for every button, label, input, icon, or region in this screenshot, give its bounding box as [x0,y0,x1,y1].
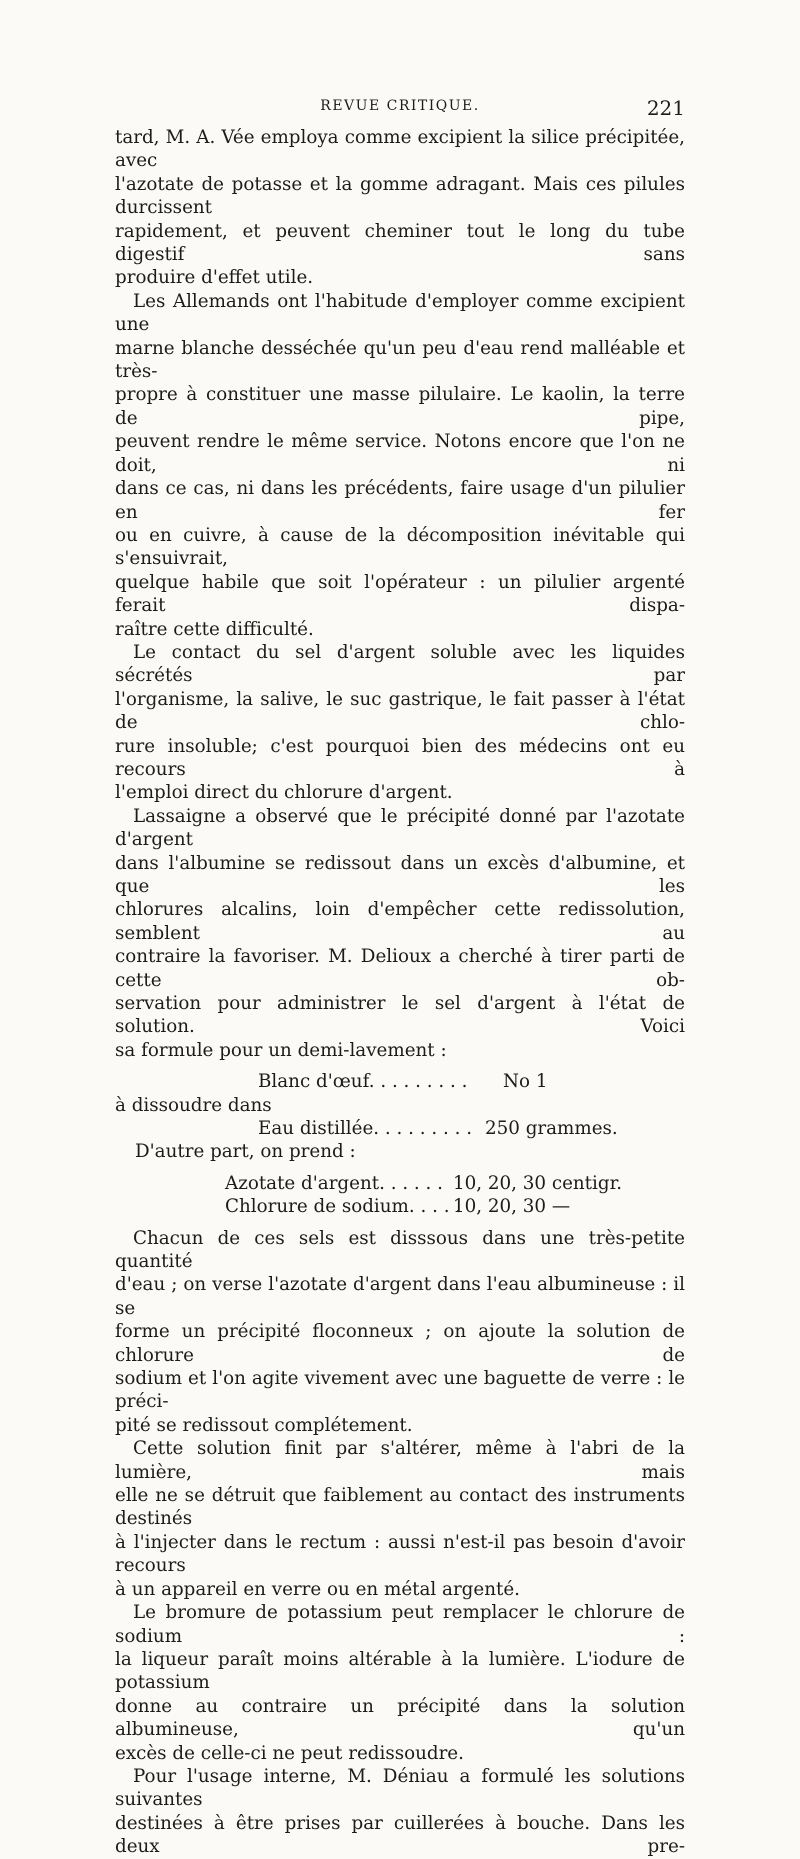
text-line: excès de celle-ci ne peut redissoudre. [115,1742,464,1764]
page-number: 221 [646,96,685,120]
text-line: l'azotate de potasse et la gomme adragant. Mais ces pilules durcissent [115,173,685,219]
text-line: Le bromure de potassium peut remplacer le chlorure de sodium : [115,1602,685,1647]
paragraph-2 [115,290,685,641]
formula-intro: D'autre part, on prend : [135,1141,356,1163]
text-line: Lassaigne a observé que le précipité donné par l'azotate d'argent [115,805,685,851]
text-line: l'emploi direct du chlorure d'argent. [115,782,453,804]
paragraph-3 [115,641,685,805]
running-title: REVUE CRITIQUE. [320,98,480,114]
formula-ingredient: Blanc d'œuf. . . . . . . . . [258,1071,468,1093]
text-line: quelque habile que soit l'opérateur : un pilulier argenté ferait dispa- [115,571,685,617]
text-line: forme un précipité floconneux ; on ajoute la solution de chlorure de [115,1321,685,1366]
text-line: Pour l'usage interne, M. Déniau a formulé les solutions suivantes [115,1765,685,1811]
text-line: elle ne se détruit que faiblement au contact des instruments destinés [115,1485,685,1530]
formula-row [115,1094,685,1117]
text-line: rure insoluble; c'est pourquoi bien des médecins ont eu recours à [115,735,685,780]
text-line: raître cette difficulté. [115,618,314,640]
formula-ingredient: Azotate d'argent. . . . . . [225,1172,443,1194]
text-line: pité se redissout complétement. [115,1414,413,1436]
formula-quantity: No 1 [503,1071,548,1093]
formula-row [115,1117,685,1140]
text-line: destinées à être prises par cuillerées à bouche. Dans les deux pre- [115,1812,685,1858]
page-header [115,96,685,122]
text-line: d'eau ; on verse l'azotate d'argent dans l'eau albumineuse : il se [115,1274,685,1319]
text-line: Chacun de ces sels est disssous dans une très-petite quantité [115,1227,685,1272]
text-line: propre à constituer une masse pilulaire. Le kaolin, la terre de pipe, [115,384,685,429]
formula-ingredient: Eau distillée. . . . . . . . . [258,1118,473,1140]
formula-row [115,1140,685,1163]
text-line: tard, M. A. Vée employa comme excipient la silice précipitée, avec [115,127,685,172]
formula-quantity: 250 grammes. [485,1118,618,1140]
text-line: Cette solution finit par s'altérer, même à l'abri de la lumière, mais [115,1438,685,1483]
text-line: donne au contraire un précipité dans la solution albumineuse, qu'un [115,1695,685,1741]
text-line: contraire la favoriser. M. Delioux a cherché à tirer parti de cette ob- [115,946,685,991]
paragraph-7 [115,1601,685,1765]
text-line: peuvent rendre le même service. Notons encore que l'on ne doit, ni [115,431,685,476]
paragraph-1 [115,126,685,290]
text-line: chlorures alcalins, loin d'empêcher cette redissolution, semblent au [115,899,685,944]
text-line: à l'injecter dans le rectum : aussi n'est-il pas besoin d'avoir recours [115,1531,685,1577]
text-line: Le contact du sel d'argent soluble avec les liquides sécrétés par [115,641,685,687]
formula-quantity: 10, 20, 30 centigr. [453,1172,623,1194]
text-line: dans ce cas, ni dans les précédents, faire usage d'un pilulier en fer [115,478,685,523]
text-line: à un appareil en verre ou en métal argenté. [115,1578,520,1600]
text-line: produire d'effet utile. [115,267,314,289]
formula-quantity: 10, 20, 30 — [453,1196,571,1218]
text-line: Les Allemands ont l'habitude d'employer comme excipient une [115,290,685,336]
text-line: dans l'albumine se redissout dans un excès d'albumine, et que les [115,852,685,897]
text-line: l'organisme, la salive, le suc gastrique, le fait passer à l'état de chlo- [115,688,685,734]
text-line: la liqueur paraît moins altérable à la lumière. L'iodure de potassium [115,1648,685,1694]
paragraph-8 [115,1765,685,1859]
formula-row [115,1195,685,1218]
text-line: ou en cuivre, à cause de la décomposition inévitable qui s'ensuivrait, [115,524,685,570]
text-line: sa formule pour un demi-lavement : [115,1039,447,1061]
formula-ingredient: Chlorure de sodium. . . . . [225,1196,462,1218]
paragraph-5 [115,1227,685,1438]
paragraph-4 [115,805,685,1062]
text-line: rapidement, et peuvent cheminer tout le long du tube digestif sans [115,220,685,266]
paragraph-6 [115,1437,685,1601]
formula-row [115,1172,685,1195]
text-line: marne blanche desséchée qu'un peu d'eau rend malléable et très- [115,337,685,383]
formula-row [115,1070,685,1093]
text-line: servation pour administrer le sel d'argent à l'état de solution. Voici [115,993,685,1038]
formula-instruction: à dissoudre dans [115,1094,272,1116]
text-line: sodium et l'on agite vivement avec une baguette de verre : le préci- [115,1368,685,1413]
body-text [115,126,685,1859]
formula-block [115,1062,685,1226]
